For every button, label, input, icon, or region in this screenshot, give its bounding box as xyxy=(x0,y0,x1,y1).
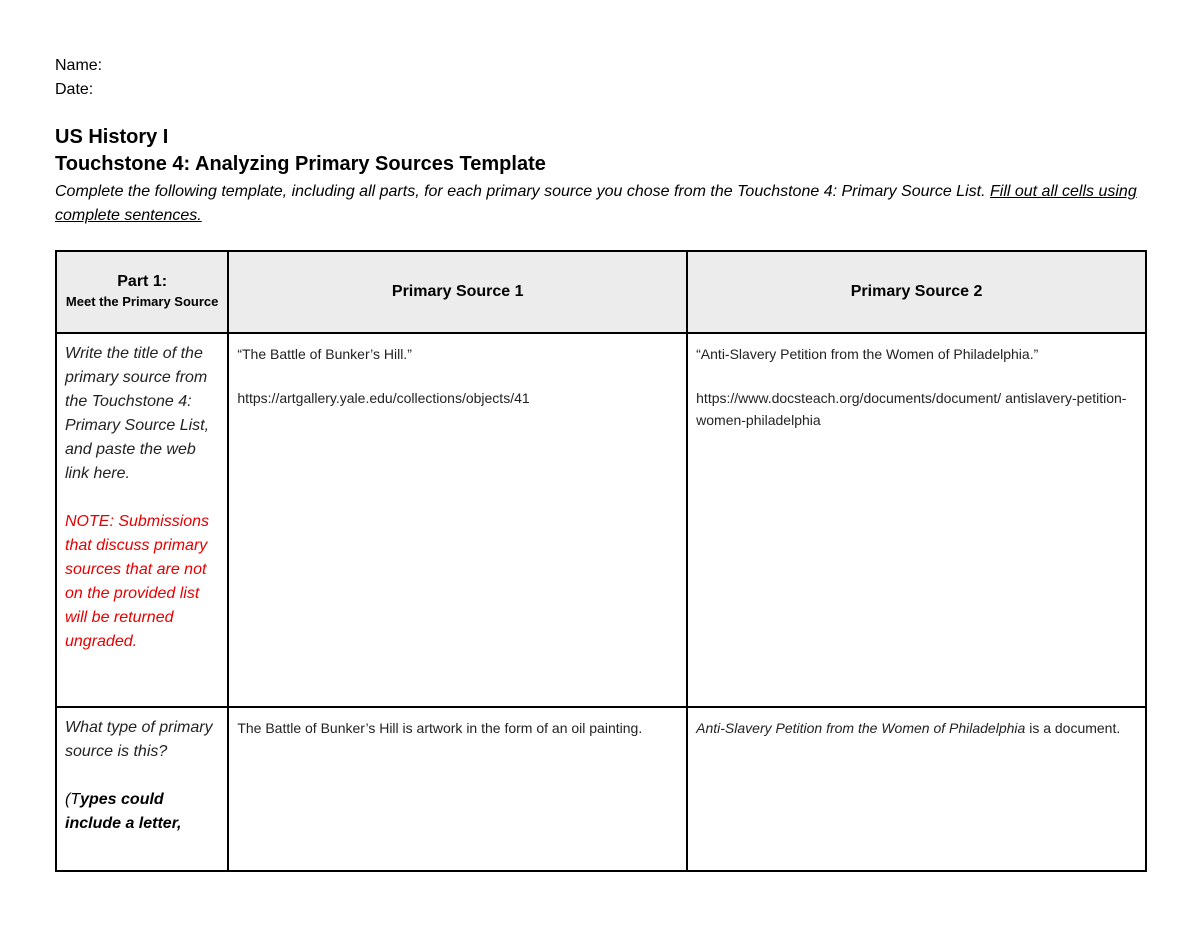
table-header-row xyxy=(56,251,1146,333)
source-2-title: “Anti-Slavery Petition from the Women of Philadelphia.” xyxy=(696,346,1039,362)
header-source-2: Primary Source 2 xyxy=(687,251,1146,333)
instructions-text: Complete the following template, including all parts, for each primary source you chose from the Touchstone 4: Primary Source List. xyxy=(55,183,986,200)
prompt-text: What type of primary source is this? xyxy=(65,719,213,760)
source-1-link[interactable]: https://artgallery.yale.edu/collections/objects/41 xyxy=(237,390,530,406)
part-title: Part 1: xyxy=(117,273,168,290)
page-title: Touchstone 4: Analyzing Primary Sources Template xyxy=(55,153,546,175)
source-2-link[interactable]: https://www.docsteach.org/documents/document/ antislavery-petition-women-philadelphia xyxy=(696,390,1127,428)
source-1-cell[interactable] xyxy=(228,333,687,707)
prompt-cell xyxy=(56,333,228,707)
source-2-cell[interactable] xyxy=(687,707,1146,871)
date-label: Date: xyxy=(55,81,94,98)
course-title: US History I xyxy=(55,126,169,148)
prompt-text: Write the title of the primary source from the Touchstone 4: Primary Source List, and paste the web link here. xyxy=(65,345,210,482)
header-part-cell xyxy=(56,251,228,333)
instructions xyxy=(55,180,1150,228)
source-2-answer-rest: is a document. xyxy=(1025,720,1121,736)
source-2-answer-title: Anti-Slavery Petition from the Women of Philadelphia xyxy=(696,720,1026,736)
name-label: Name: xyxy=(55,57,103,74)
header-source-1: Primary Source 1 xyxy=(228,251,687,333)
source-1-title: “The Battle of Bunker’s Hill.” xyxy=(237,346,412,362)
source-2-cell[interactable] xyxy=(687,333,1146,707)
source-1-answer: The Battle of Bunker’s Hill is artwork in the form of an oil painting. xyxy=(237,720,643,736)
prompt-extra-prefix: (T xyxy=(65,791,81,808)
source-1-cell[interactable] xyxy=(228,707,687,871)
note-text: NOTE: Submissions that discuss primary sources that are not on the provided list will be returned ungraded. xyxy=(65,513,210,650)
table-row xyxy=(56,707,1146,871)
instructions-underlined: Fill out all cells using complete sentences. xyxy=(55,183,1137,224)
prompt-extra-bold: ypes could include a letter, xyxy=(65,791,182,832)
table-row xyxy=(56,333,1146,707)
prompt-extra xyxy=(65,788,219,836)
source-2-answer xyxy=(696,717,1137,739)
part-subtitle: Meet the Primary Source xyxy=(65,294,219,309)
prompt-cell xyxy=(56,707,228,871)
source-analysis-table xyxy=(55,250,1147,872)
